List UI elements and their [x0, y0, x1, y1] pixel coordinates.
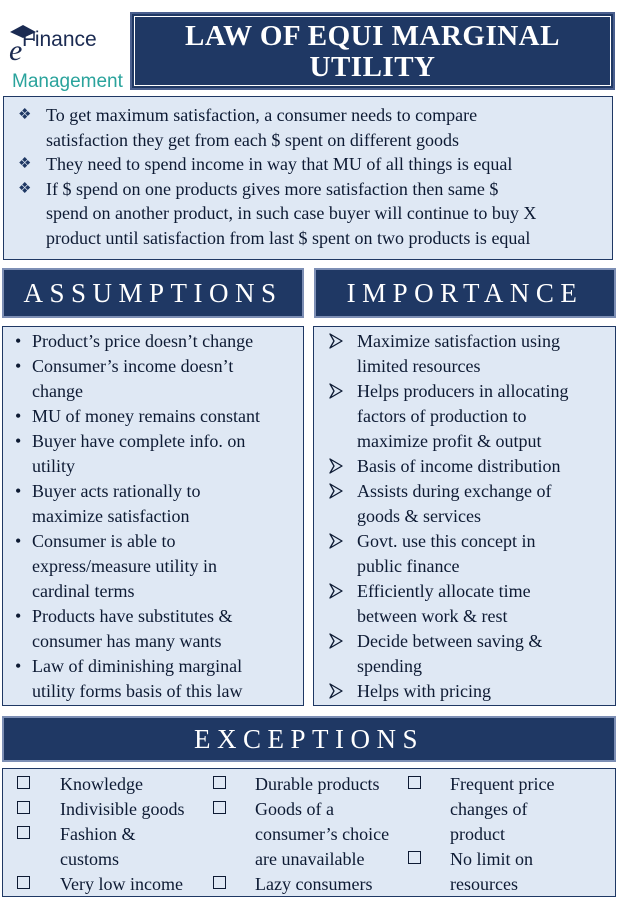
intro-item — [18, 177, 608, 251]
assumption-item — [15, 479, 300, 529]
importance-text: Efficiently allocate time — [357, 581, 531, 601]
importance-item — [329, 329, 612, 379]
exception-text: No limit on — [450, 849, 534, 869]
exceptions-panel — [2, 768, 616, 897]
importance-text: maximize profit & output — [357, 431, 542, 451]
assumption-text: Consumer’s income doesn’t — [32, 356, 234, 376]
checkbox-bullet-icon — [17, 826, 30, 839]
logo — [4, 14, 126, 92]
diamond-bullet-icon: ❖ — [18, 180, 32, 197]
importance-text: Helps with pricing — [357, 681, 491, 701]
exception-item — [17, 822, 211, 872]
arrow-bullet-icon — [329, 583, 343, 599]
exceptions-heading: EXCEPTIONS — [2, 716, 616, 762]
importance-item — [329, 529, 612, 579]
importance-text: Decide between saving & — [357, 631, 543, 651]
exception-item — [408, 847, 608, 897]
checkbox-bullet-icon — [213, 876, 226, 889]
intro-item-text: To get maximum satisfaction, a consumer needs to compare — [46, 105, 478, 125]
checkbox-bullet-icon — [17, 876, 30, 889]
checkbox-bullet-icon — [408, 776, 421, 789]
bullet-icon: • — [15, 531, 22, 551]
arrow-bullet-icon — [329, 483, 343, 499]
diamond-bullet-icon: ❖ — [18, 156, 32, 172]
arrow-bullet-icon — [329, 383, 343, 399]
assumption-text: Buyer have complete info. on — [32, 431, 246, 451]
exception-text: are unavailable — [255, 849, 365, 869]
exception-text: Indivisible goods — [60, 799, 185, 819]
arrow-bullet-icon — [329, 458, 343, 474]
bullet-icon: • — [15, 481, 22, 501]
assumption-text: Consumer is able to — [32, 531, 176, 551]
exception-item — [408, 772, 608, 847]
checkbox-bullet-icon — [17, 801, 30, 814]
assumption-text: utility — [32, 456, 76, 476]
exception-item — [213, 772, 407, 797]
exception-text: Knowledge — [60, 774, 143, 794]
intro-item — [18, 152, 608, 177]
assumption-text: utility forms basis of this law — [32, 681, 243, 701]
bullet-icon: • — [15, 356, 22, 376]
assumption-text: maximize satisfaction — [32, 506, 190, 526]
arrow-bullet-icon — [329, 533, 343, 549]
exception-text: customs — [60, 849, 120, 869]
importance-item — [329, 379, 612, 454]
assumption-item — [15, 429, 300, 479]
intro-panel — [3, 96, 613, 260]
exception-item — [213, 872, 407, 897]
importance-text: spending — [357, 656, 422, 676]
checkbox-bullet-icon — [17, 776, 30, 789]
assumption-item — [15, 404, 300, 429]
intro-item-text: They need to spend income in way that MU of all things is equal — [46, 154, 513, 174]
intro-item-text: product until satisfaction from last $ spent on two products is equal — [46, 227, 531, 248]
exception-text: product — [450, 824, 505, 844]
importance-item — [329, 629, 612, 679]
diamond-bullet-icon: ❖ — [18, 107, 32, 123]
exception-text: Frequent price — [450, 774, 555, 794]
importance-text: between work & rest — [357, 606, 508, 626]
exception-text: consumer’s choice — [255, 824, 390, 844]
intro-item-text: satisfaction they get from each $ spent on different goods — [46, 129, 460, 150]
importance-text: public finance — [357, 556, 460, 576]
logo-text-finance: Finance — [22, 28, 97, 51]
exception-text: Lazy consumers — [255, 874, 373, 894]
importance-text: factors of production to — [357, 406, 527, 426]
arrow-bullet-icon — [329, 333, 343, 349]
importance-panel — [313, 326, 616, 706]
svg-text:e: e — [9, 34, 23, 66]
title-line-1: LAW OF EQUI MARGINAL — [185, 20, 560, 52]
assumption-text: MU of money remains constant — [32, 406, 260, 426]
intro-item-text: spend on another product, in such case buyer will continue to buy X — [46, 203, 537, 223]
assumption-text: change — [32, 381, 83, 401]
checkbox-bullet-icon — [408, 851, 421, 864]
intro-item-text: If $ spend on one products gives more satisfaction then same $ — [46, 178, 499, 199]
exception-text: changes of — [450, 799, 528, 819]
checkbox-bullet-icon — [213, 776, 226, 789]
page-title — [130, 12, 615, 90]
importance-text: goods & services — [357, 506, 481, 526]
arrow-bullet-icon — [329, 633, 343, 649]
logo-text-management: Management — [12, 71, 123, 92]
importance-item — [329, 454, 612, 479]
exception-item — [213, 797, 407, 872]
assumption-text: Product’s price doesn’t change — [32, 331, 254, 351]
assumptions-panel — [2, 326, 304, 706]
importance-text: limited resources — [357, 356, 481, 376]
arrow-bullet-icon — [329, 683, 343, 699]
exception-item — [17, 772, 211, 797]
exception-item — [17, 872, 211, 897]
assumptions-heading: ASSUMPTIONS — [2, 268, 304, 318]
exception-text: resources — [450, 874, 518, 894]
importance-text: Maximize satisfaction using — [357, 331, 560, 351]
assumption-text: Products have substitutes & — [32, 606, 233, 626]
exception-text: Fashion & — [60, 824, 136, 844]
assumption-item — [15, 329, 300, 354]
importance-heading: IMPORTANCE — [314, 268, 616, 318]
exception-text: Durable products — [255, 774, 380, 794]
title-line-2: UTILITY — [309, 51, 436, 83]
assumption-text: Buyer acts rationally to — [32, 481, 201, 501]
importance-item — [329, 579, 612, 629]
importance-text: Basis of income distribution — [357, 456, 561, 476]
bullet-icon: • — [15, 331, 22, 351]
assumption-text: consumer has many wants — [32, 631, 222, 651]
importance-item — [329, 479, 612, 529]
importance-text: Helps producers in allocating — [357, 381, 569, 401]
importance-text: Govt. use this concept in — [357, 531, 536, 551]
importance-text: Assists during exchange of — [357, 481, 552, 501]
exception-text: Goods of a — [255, 799, 334, 819]
assumption-text: cardinal terms — [32, 581, 135, 601]
importance-item — [329, 679, 612, 704]
assumption-text: express/measure utility in — [32, 556, 217, 576]
bullet-icon: • — [15, 656, 22, 676]
bullet-icon: • — [15, 406, 22, 426]
exception-text: Very low income — [60, 874, 183, 894]
assumption-item — [15, 529, 300, 604]
bullet-icon: • — [15, 431, 22, 451]
bullet-icon: • — [15, 606, 22, 626]
checkbox-bullet-icon — [213, 801, 226, 814]
assumption-item — [15, 354, 300, 404]
assumption-item — [15, 654, 300, 704]
intro-item — [18, 103, 608, 152]
assumption-text: Law of diminishing marginal — [32, 656, 243, 676]
exception-item — [17, 797, 211, 822]
assumption-item — [15, 604, 300, 654]
